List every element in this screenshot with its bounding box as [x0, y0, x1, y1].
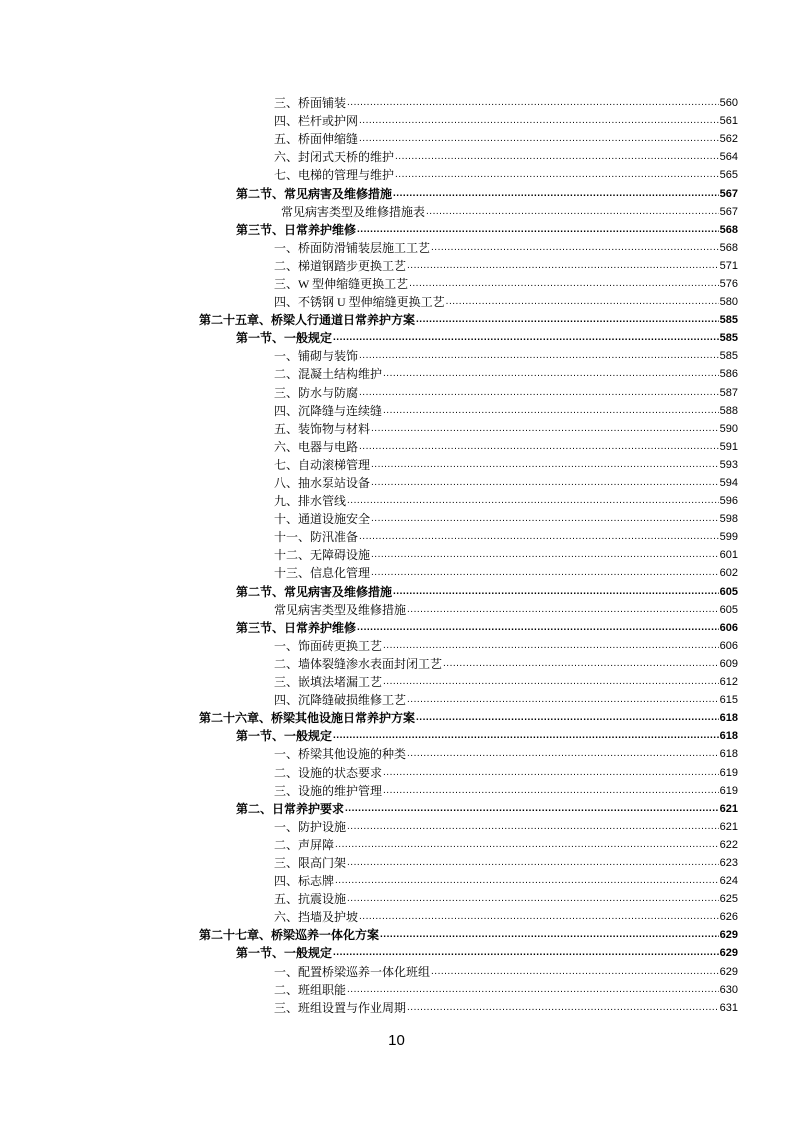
toc-leader-dots	[345, 800, 719, 818]
toc-entry[interactable]	[0, 474, 738, 492]
toc-entry[interactable]	[0, 365, 738, 383]
toc-entry[interactable]	[0, 130, 738, 148]
toc-entry-page: 564	[719, 151, 738, 164]
toc-entry[interactable]	[0, 438, 738, 456]
toc-entry-title: 第一节、一般规定	[236, 946, 333, 961]
toc-entry[interactable]	[0, 782, 738, 800]
toc-entry-page: 625	[719, 893, 738, 906]
toc-leader-dots	[383, 637, 719, 655]
toc-entry-title: 三、班组设置与作业周期	[274, 1000, 407, 1015]
toc-entry[interactable]	[0, 510, 738, 528]
toc-entry[interactable]	[0, 402, 738, 420]
toc-entry[interactable]	[0, 981, 738, 999]
toc-leader-dots	[407, 999, 719, 1017]
toc-entry-title: 第一节、一般规定	[236, 331, 333, 346]
toc-leader-dots	[371, 510, 719, 528]
toc-leader-dots	[371, 420, 719, 438]
toc-leader-dots	[407, 601, 719, 619]
toc-entry[interactable]	[0, 257, 738, 275]
toc-leader-dots	[333, 944, 719, 962]
toc-entry-title: 一、饰面砖更换工艺	[274, 638, 383, 653]
toc-leader-dots	[383, 365, 719, 383]
toc-entry-page: 618	[719, 748, 738, 761]
toc-leader-dots	[407, 745, 719, 763]
toc-leader-dots	[383, 402, 719, 420]
toc-entry-page: 612	[719, 676, 738, 689]
toc-entry-title: 七、电梯的管理与维护	[274, 168, 395, 183]
toc-leader-dots	[395, 166, 719, 184]
toc-entry[interactable]	[0, 926, 738, 944]
toc-leader-dots	[446, 293, 719, 311]
toc-entry-title: 三、桥面铺装	[274, 96, 347, 111]
toc-entry-page: 594	[719, 477, 738, 490]
toc-entry-title: 第二节、常见病害及维修措施	[236, 584, 393, 599]
toc-entry[interactable]	[0, 564, 738, 582]
toc-leader-dots	[407, 257, 719, 275]
toc-entry-title: 四、标志牌	[274, 874, 335, 889]
page-number: 10	[388, 1032, 405, 1049]
toc-entry-page: 580	[719, 296, 738, 309]
toc-entry-title: 十一、防汛准备	[274, 530, 359, 545]
toc-leader-dots	[347, 854, 719, 872]
toc-leader-dots	[393, 583, 719, 601]
toc-entry[interactable]	[0, 420, 738, 438]
toc-leader-dots	[359, 130, 719, 148]
toc-entry-page: 565	[719, 169, 738, 182]
toc-entry[interactable]	[0, 546, 738, 564]
toc-entry[interactable]	[0, 203, 738, 221]
toc-entry-page: 568	[719, 241, 738, 254]
toc-entry-page: 629	[719, 929, 738, 942]
toc-entry-title: 六、封闭式天桥的维护	[274, 150, 395, 165]
toc-entry[interactable]	[0, 528, 738, 546]
toc-entry[interactable]	[0, 293, 738, 311]
toc-entry-title: 十、通道设施安全	[274, 512, 371, 527]
toc-entry-page: 623	[719, 856, 738, 869]
toc-entry[interactable]	[0, 384, 738, 402]
toc-entry-page: 571	[719, 259, 738, 272]
toc-entry[interactable]	[0, 999, 738, 1017]
toc-entry-title: 常见病害类型及维修措施表	[281, 204, 426, 219]
toc-entry-title: 四、栏杆或护网	[274, 114, 359, 129]
toc-entry-title: 第三节、日常养护维修	[236, 620, 357, 635]
toc-entry-page: 585	[719, 314, 738, 327]
toc-entry-title: 常见病害类型及维修措施	[274, 602, 407, 617]
toc-entry-page: 629	[719, 947, 738, 960]
toc-entry[interactable]	[0, 800, 738, 818]
toc-entry-title: 三、W 型伸缩缝更换工艺	[274, 276, 409, 291]
toc-leader-dots	[347, 94, 719, 112]
toc-entry-page: 630	[719, 983, 738, 996]
toc-entry[interactable]	[0, 166, 738, 184]
table-of-contents	[0, 94, 793, 1017]
toc-entry-title: 第一节、一般规定	[236, 729, 333, 744]
toc-entry[interactable]	[0, 637, 738, 655]
toc-entry[interactable]	[0, 311, 738, 329]
toc-entry[interactable]	[0, 709, 738, 727]
toc-entry-title: 一、桥梁其他设施的种类	[274, 747, 407, 762]
toc-leader-dots	[409, 275, 719, 293]
toc-entry-page: 586	[719, 368, 738, 381]
toc-leader-dots	[371, 546, 719, 564]
toc-leader-dots	[347, 981, 719, 999]
toc-leader-dots	[431, 963, 719, 981]
toc-entry[interactable]	[0, 890, 738, 908]
toc-entry-title: 第二、日常养护要求	[236, 801, 345, 816]
toc-entry-title: 第三节、日常养护维修	[236, 222, 357, 237]
toc-entry-title: 第二十五章、桥梁人行通道日常养护方案	[199, 313, 416, 328]
toc-entry-page: 618	[719, 712, 738, 725]
toc-entry[interactable]	[0, 583, 738, 601]
toc-leader-dots	[431, 239, 719, 257]
toc-entry-page: 629	[719, 965, 738, 978]
toc-entry-title: 五、装饰物与材料	[274, 421, 371, 436]
toc-entry[interactable]	[0, 347, 738, 365]
toc-entry[interactable]	[0, 763, 738, 781]
toc-entry-page: 619	[719, 766, 738, 779]
toc-entry[interactable]	[0, 148, 738, 166]
toc-leader-dots	[371, 474, 719, 492]
toc-entry[interactable]	[0, 727, 738, 745]
toc-entry-page: 593	[719, 458, 738, 471]
toc-leader-dots	[359, 438, 719, 456]
toc-entry-page: 605	[719, 603, 738, 616]
toc-leader-dots	[359, 347, 719, 365]
toc-leader-dots	[383, 673, 719, 691]
toc-entry-page: 562	[719, 133, 738, 146]
toc-entry-page: 590	[719, 422, 738, 435]
toc-entry-title: 二、设施的状态要求	[274, 765, 383, 780]
toc-entry[interactable]	[0, 239, 738, 257]
toc-leader-dots	[347, 890, 719, 908]
toc-entry-page: 609	[719, 657, 738, 670]
toc-entry-page: 568	[719, 223, 738, 236]
toc-entry[interactable]	[0, 691, 738, 709]
toc-entry-title: 十三、信息化管理	[274, 566, 371, 581]
toc-entry-title: 九、排水管线	[274, 494, 347, 509]
toc-entry-page: 602	[719, 567, 738, 580]
toc-leader-dots	[383, 782, 719, 800]
toc-entry-page: 598	[719, 513, 738, 526]
toc-entry[interactable]	[0, 673, 738, 691]
toc-leader-dots	[380, 926, 719, 944]
toc-entry-page: 560	[719, 97, 738, 110]
toc-entry-title: 四、沉降缝破损维修工艺	[274, 693, 407, 708]
toc-leader-dots	[416, 311, 719, 329]
toc-entry-page: 626	[719, 911, 738, 924]
toc-entry-title: 十二、无障碍设施	[274, 548, 371, 563]
toc-entry[interactable]	[0, 329, 738, 347]
toc-leader-dots	[443, 655, 719, 673]
toc-entry-page: 585	[719, 350, 738, 363]
toc-entry-title: 五、抗震设施	[274, 892, 347, 907]
toc-entry[interactable]	[0, 94, 738, 112]
toc-leader-dots	[359, 384, 719, 402]
toc-entry-page: 621	[719, 802, 738, 815]
toc-entry[interactable]	[0, 836, 738, 854]
toc-leader-dots	[371, 456, 719, 474]
toc-leader-dots	[333, 727, 719, 745]
toc-entry-title: 一、铺砌与装饰	[274, 349, 359, 364]
toc-leader-dots	[393, 185, 719, 203]
toc-leader-dots	[333, 329, 719, 347]
toc-entry-page: 619	[719, 784, 738, 797]
toc-leader-dots	[407, 691, 719, 709]
toc-entry[interactable]	[0, 655, 738, 673]
toc-entry-title: 第二节、常见病害及维修措施	[236, 186, 393, 201]
toc-entry-title: 六、电器与电路	[274, 439, 359, 454]
toc-entry[interactable]	[0, 275, 738, 293]
toc-entry-title: 四、不锈钢 U 型伸缩缝更换工艺	[274, 295, 445, 310]
toc-entry[interactable]	[0, 456, 738, 474]
toc-entry-title: 二、墙体裂缝渗水表面封闭工艺	[274, 656, 443, 671]
toc-entry-page: 631	[719, 1001, 738, 1014]
toc-entry-title: 一、防护设施	[274, 819, 347, 834]
toc-entry-page: 588	[719, 404, 738, 417]
toc-entry-page: 599	[719, 531, 738, 544]
toc-entry-title: 三、限高门架	[274, 855, 347, 870]
toc-leader-dots	[335, 872, 719, 890]
toc-leader-dots	[395, 148, 719, 166]
toc-entry-title: 第二十六章、桥梁其他设施日常养护方案	[199, 711, 416, 726]
toc-entry-page: 621	[719, 820, 738, 833]
toc-entry-page: 576	[719, 277, 738, 290]
toc-entry-title: 四、沉降缝与连续缝	[274, 403, 383, 418]
toc-entry-page: 585	[719, 332, 738, 345]
toc-entry-title: 二、声屏障	[274, 837, 335, 852]
toc-entry-title: 八、抽水泵站设备	[274, 476, 371, 491]
toc-entry[interactable]	[0, 112, 738, 130]
toc-leader-dots	[347, 818, 719, 836]
toc-entry-title: 二、班组职能	[274, 982, 347, 997]
toc-entry[interactable]	[0, 854, 738, 872]
toc-leader-dots	[357, 221, 719, 239]
toc-leader-dots	[359, 908, 719, 926]
toc-entry-title: 三、嵌填法堵漏工艺	[274, 675, 383, 690]
toc-entry-title: 一、配置桥梁巡养一体化班组	[274, 964, 431, 979]
toc-entry-title: 五、桥面伸缩缝	[274, 132, 359, 147]
toc-entry-page: 601	[719, 549, 738, 562]
toc-entry-title: 二、混凝土结构维护	[274, 367, 383, 382]
toc-leader-dots	[335, 836, 719, 854]
toc-entry-title: 七、自动滚梯管理	[274, 457, 371, 472]
toc-entry-page: 587	[719, 386, 738, 399]
toc-leader-dots	[359, 112, 719, 130]
toc-entry[interactable]	[0, 908, 738, 926]
toc-leader-dots	[359, 528, 719, 546]
toc-entry-page: 615	[719, 694, 738, 707]
toc-entry-page: 622	[719, 838, 738, 851]
toc-entry-page: 561	[719, 115, 738, 128]
toc-entry[interactable]	[0, 601, 738, 619]
toc-entry[interactable]	[0, 492, 738, 510]
toc-entry-page: 596	[719, 495, 738, 508]
toc-entry-title: 三、设施的维护管理	[274, 783, 383, 798]
toc-entry-page: 606	[719, 639, 738, 652]
toc-entry[interactable]	[0, 963, 738, 981]
toc-entry-page: 567	[719, 205, 738, 218]
toc-leader-dots	[416, 709, 719, 727]
toc-entry-page: 591	[719, 440, 738, 453]
toc-entry-title: 一、桥面防滑铺装层施工工艺	[274, 240, 431, 255]
toc-entry-page: 567	[719, 187, 738, 200]
toc-entry-page: 624	[719, 875, 738, 888]
toc-entry[interactable]	[0, 221, 738, 239]
toc-entry-title: 二、梯道钢踏步更换工艺	[274, 258, 407, 273]
toc-leader-dots	[426, 203, 719, 221]
toc-entry[interactable]	[0, 872, 738, 890]
toc-entry[interactable]	[0, 619, 738, 637]
toc-entry-title: 三、防水与防腐	[274, 385, 359, 400]
toc-entry-page: 606	[719, 621, 738, 634]
toc-entry[interactable]	[0, 818, 738, 836]
toc-entry-title: 第二十七章、桥梁巡养一体化方案	[199, 928, 380, 943]
toc-entry-page: 618	[719, 730, 738, 743]
toc-entry[interactable]	[0, 184, 738, 202]
toc-entry[interactable]	[0, 745, 738, 763]
toc-entry-title: 六、挡墙及护坡	[274, 910, 359, 925]
toc-entry-page: 605	[719, 585, 738, 598]
toc-leader-dots	[357, 619, 719, 637]
toc-leader-dots	[347, 492, 719, 510]
toc-entry[interactable]	[0, 944, 738, 962]
toc-leader-dots	[383, 764, 719, 782]
toc-leader-dots	[371, 564, 719, 582]
